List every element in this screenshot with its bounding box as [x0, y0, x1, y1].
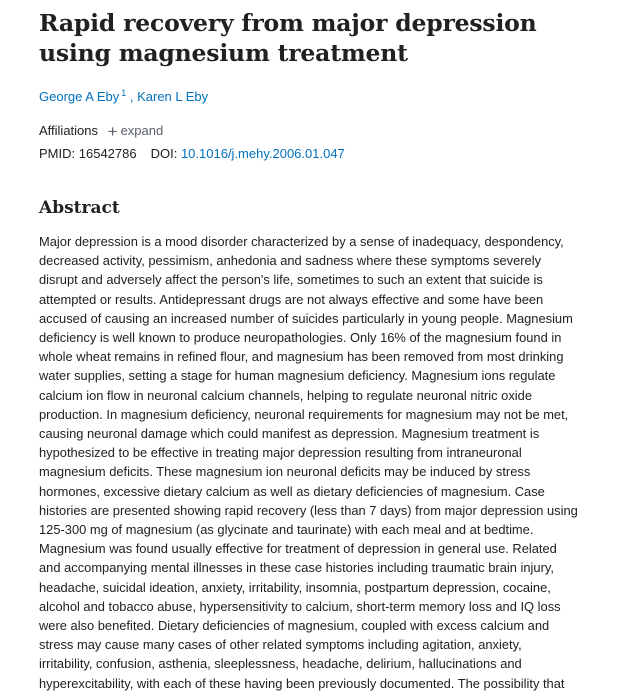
- author-link-george-eby[interactable]: George A Eby: [39, 89, 120, 104]
- abstract-line: disrupt and adversely affect the person's life, sometimes to such an extent that suicide is: [39, 272, 543, 288]
- abstract-line: irritability, confusion, asthenia, sleeplessness, headache, delirium, hallucinations and: [39, 656, 522, 672]
- pmid-value: 16542786: [78, 146, 137, 161]
- affiliation-ref[interactable]: 1: [121, 88, 127, 98]
- article-title: Rapid recovery from major depression using magnesium treatment: [39, 9, 537, 67]
- abstract-line: Major depression is a mood disorder characterized by a sense of inadequacy, despondency,: [39, 234, 564, 249]
- abstract-line: alcohol and tobacco abuse, hypersensitivity to calcium, short-term memory loss and IQ loss: [39, 598, 561, 614]
- author-separator: ,: [126, 89, 138, 104]
- abstract-line: 125-300 mg of magnesium (as glycinate and taurinate) with each meal and at bedtime.: [39, 522, 534, 538]
- doi-label: DOI:: [150, 146, 178, 161]
- author-list: [39, 88, 208, 104]
- affiliations-label: Affiliations: [39, 123, 99, 138]
- abstract-line: causing neuronal damage which could manifest as depression. Magnesium treatment is: [39, 426, 540, 442]
- expand-affiliations-button[interactable]: [107, 122, 164, 141]
- pmid-label: PMID:: [39, 146, 76, 161]
- abstract-line: attempted or results. Antidepressant drugs are not always effective and some have been: [39, 291, 544, 307]
- abstract-line: and accompanying mental illnesses in these case histories including traumatic brain injury,: [39, 560, 554, 576]
- abstract-line: water supplies, setting a stage for human magnesium deficiency. Magnesium ions regulate: [39, 368, 556, 384]
- affiliations-row: [39, 122, 163, 142]
- abstract-line: headache, suicidal ideation, anxiety, irritability, insomnia, postpartum depression, cocaine,: [39, 579, 551, 595]
- abstract-line: hormones, excessive dietary calcium as well as dietary deficiencies of magnesium. Case: [39, 483, 545, 499]
- abstract-line: hyperexcitability, with each of these having been previously documented. The possibility that: [39, 675, 565, 691]
- abstract-line: whole wheat remains in refined flour, and magnesium has been removed from most drinking: [39, 349, 564, 365]
- abstract-line: stress may cause many cases of other related symptoms including agitation, anxiety,: [39, 637, 522, 653]
- abstract-line: magnesium deficits. These magnesium ion neuronal deficits may be induced by stress: [39, 464, 531, 480]
- abstract-line: histories are presented showing rapid recovery (less than 7 days) from major depression using: [39, 502, 578, 518]
- abstract-line: calcium ion flow in neuronal calcium channels, helping to regulate neuronal nitric oxide: [39, 387, 532, 403]
- abstract-line: Magnesium was found usually effective for treatment of depression in general use. Related: [39, 541, 557, 557]
- abstract-line: accused of causing an increased number of suicides particularly in young people. Magnesium: [39, 310, 573, 326]
- doi-link[interactable]: 10.1016/j.mehy.2006.01.047: [180, 146, 345, 161]
- abstract-line: hypothesized to be effective in treating major depression resulting from intraneuronal: [39, 445, 522, 461]
- abstract-line: deficiency is well known to produce neuropathologies. Only 16% of the magnesium found in: [39, 330, 562, 346]
- plus-icon: +: [107, 122, 118, 141]
- abstract-line: decreased activity, pessimism, anhedonia and sadness where these symptoms severely: [39, 253, 542, 269]
- abstract-text: [39, 232, 614, 693]
- abstract-line: were also benefited. Dietary deficiencies of magnesium, coupled with excess calcium and: [39, 618, 550, 634]
- author-link-karen-eby[interactable]: Karen L Eby: [137, 89, 209, 104]
- abstract-heading: Abstract: [39, 198, 120, 218]
- expand-label: expand: [120, 123, 164, 138]
- identifiers-row: [39, 146, 345, 161]
- abstract-line: production. In magnesium deficiency, neuronal requirements for magnesium may not be met,: [39, 406, 569, 422]
